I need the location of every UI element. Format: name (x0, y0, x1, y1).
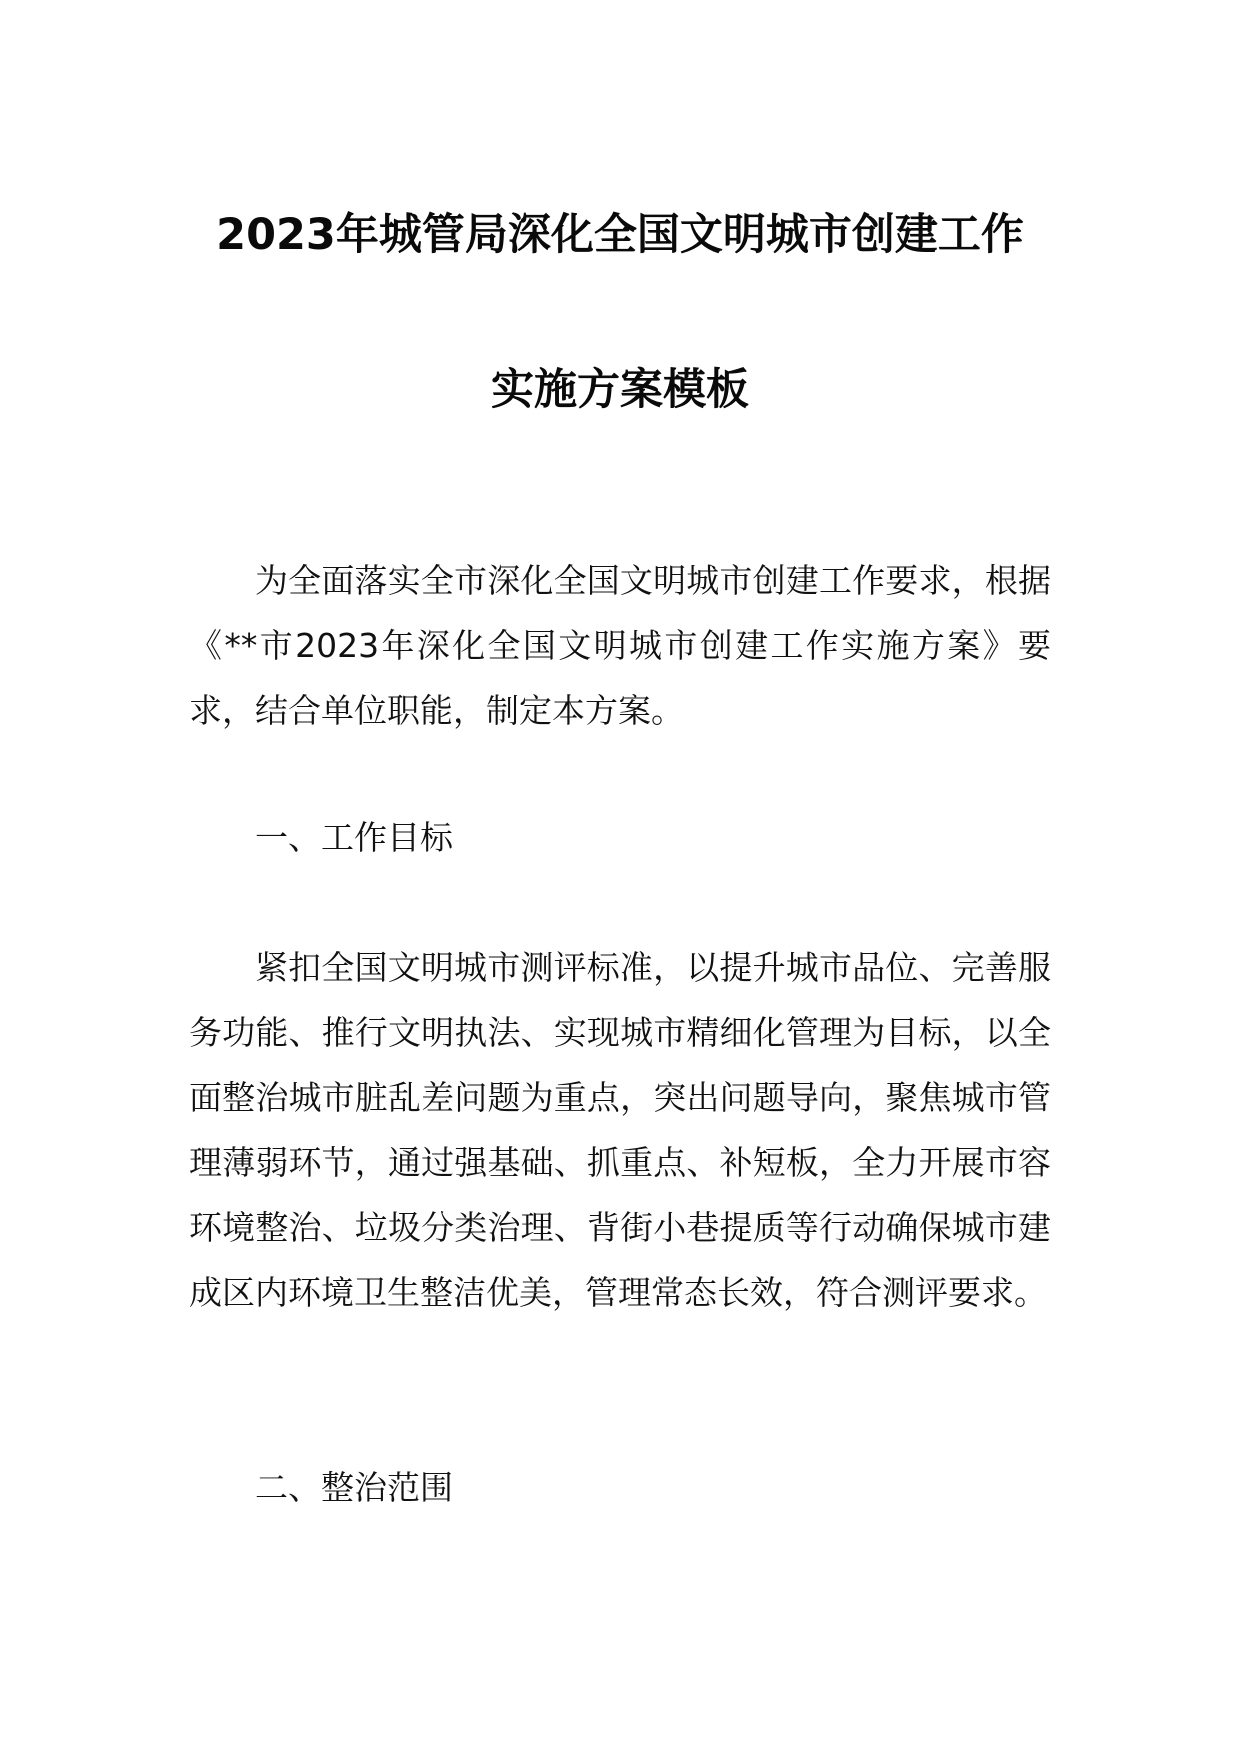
document-title-line-2: 实施方案模板 (491, 365, 749, 415)
section-heading-scope: 二、整治范围 (255, 1468, 453, 1507)
work-goals-paragraph: 紧扣全国文明城市测评标准，以提升城市品位、完善服务功能、推行文明执法、实现城市精细化管理为目标，以全面整治城市脏乱差问题为重点，突出问题导向，聚焦城市管理薄弱环节，通过强基础、抓重点、补短板，全力开展市容环境整治、垃圾分类治理、背街小巷提质等行动确保城市建成区内环境卫生整洁优美，管理常态长效，符合测评要求。 (189, 948, 1051, 1312)
document-title-line-1: 2023年城管局深化全国文明城市创建工作 (216, 210, 1024, 260)
section-heading-work-goals: 一、工作目标 (255, 818, 453, 857)
intro-paragraph: 为全面落实全市深化全国文明城市创建工作要求，根据《**市2023年深化全国文明城市创建工作实施方案》要求，结合单位职能，制定本方案。 (189, 561, 1051, 730)
